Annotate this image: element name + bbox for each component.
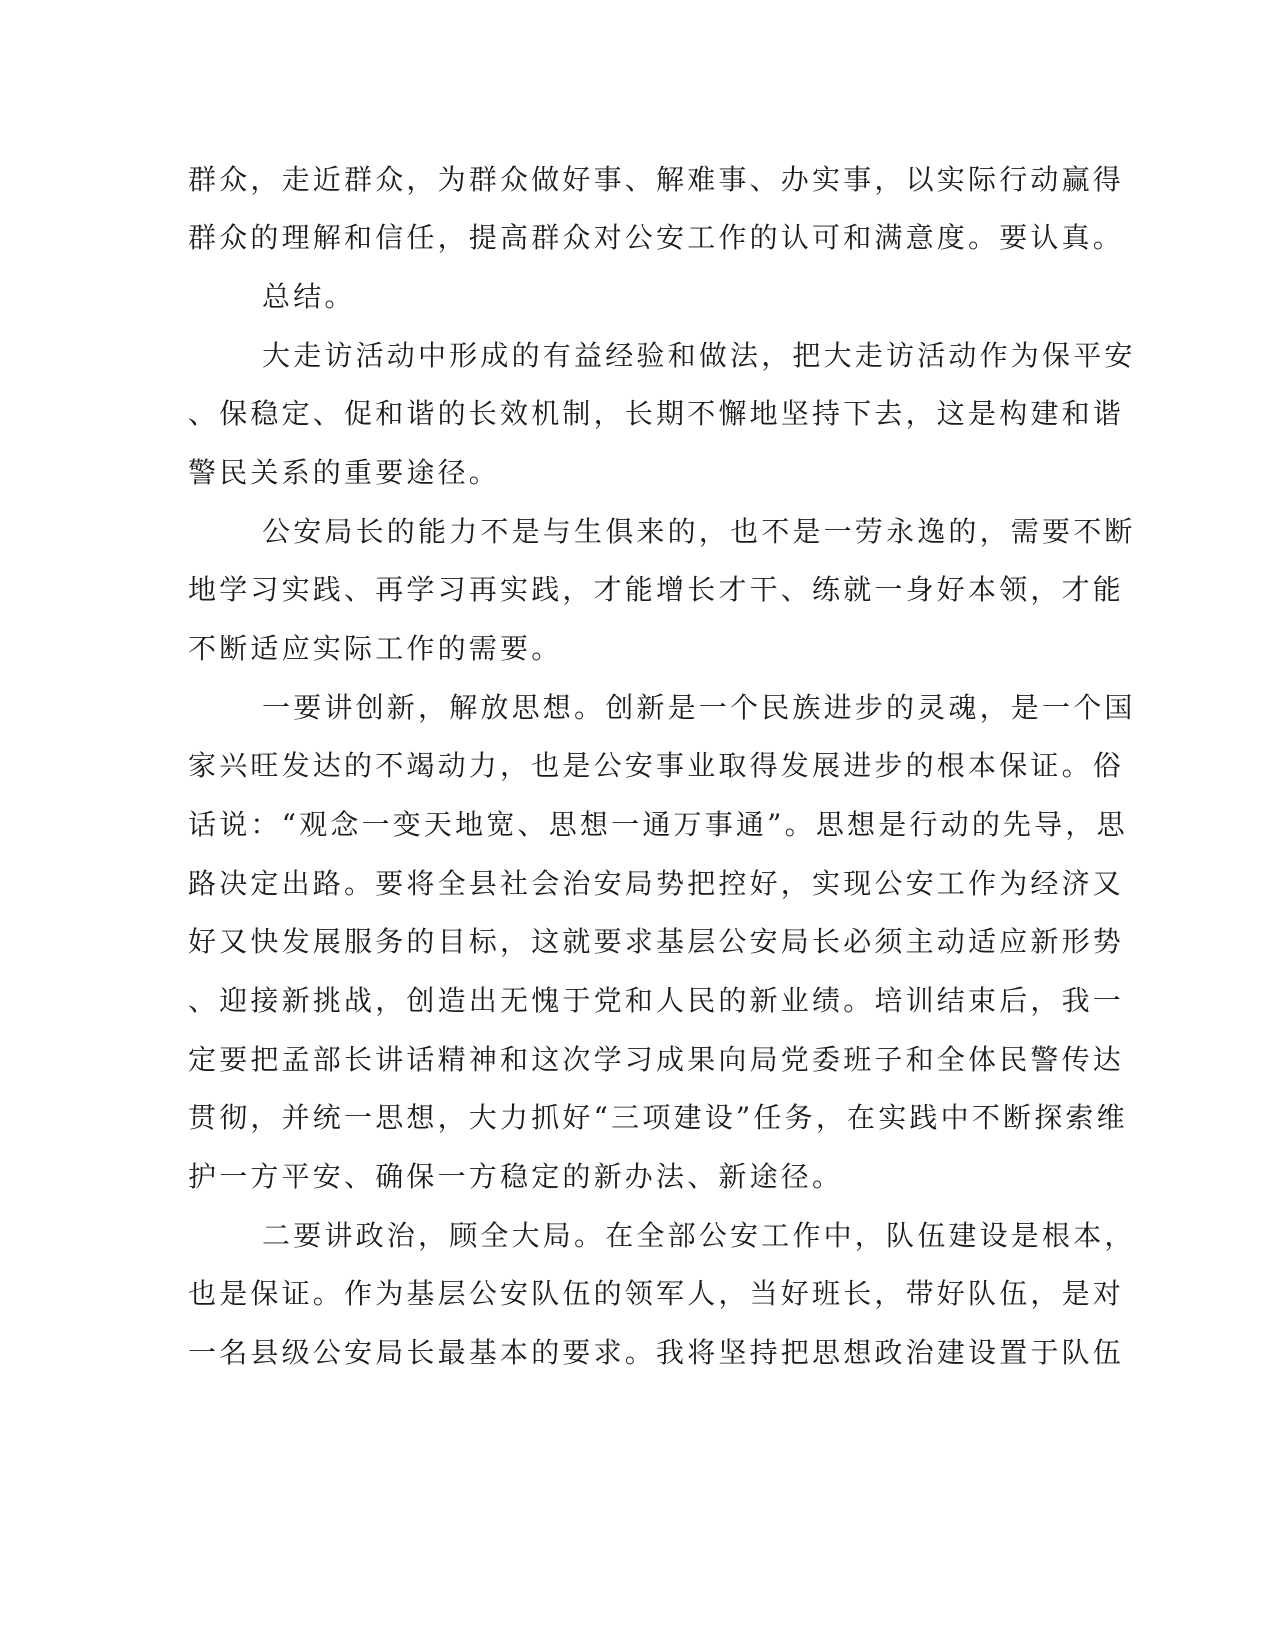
text-line-1: 群众，走近群众，为群众做好事、解难事、办实事，以实际行动赢得 xyxy=(188,163,1125,196)
text-line-3: 总结。 xyxy=(262,280,356,313)
text-line-9: 不断适应实际工作的需要。 xyxy=(188,632,563,665)
text-line-11: 家兴旺发达的不竭动力，也是公安事业取得发展进步的根本保证。俗 xyxy=(188,749,1125,782)
text-line-12: 话说：“观念一变天地宽、思想一通万事通”。思想是行动的先导，思 xyxy=(188,808,1128,841)
text-line-10: 一要讲创新，解放思想。创新是一个民族进步的灵魂，是一个国 xyxy=(262,691,1136,724)
text-line-14: 好又快发展服务的目标，这就要求基层公安局长必须主动适应新形势 xyxy=(188,925,1125,958)
text-line-17: 贯彻，并统一思想，大力抓好“三项建设”任务，在实践中不断探索维 xyxy=(188,1101,1128,1134)
text-line-20: 也是保证。作为基层公安队伍的领军人，当好班长，带好队伍，是对 xyxy=(188,1277,1125,1310)
text-line-8: 地学习实践、再学习再实践，才能增长才干、练就一身好本领，才能 xyxy=(188,573,1125,606)
text-line-2: 群众的理解和信任，提高群众对公安工作的认可和满意度。要认真。 xyxy=(188,221,1125,254)
text-line-6: 警民关系的重要途径。 xyxy=(188,456,501,489)
text-line-13: 路决定出路。要将全县社会治安局势把控好，实现公安工作为经济又 xyxy=(188,867,1125,900)
text-line-19: 二要讲政治，顾全大局。在全部公安工作中，队伍建设是根本， xyxy=(262,1219,1136,1252)
text-line-15: 、迎接新挑战，创造出无愧于党和人民的新业绩。培训结束后，我一 xyxy=(188,984,1125,1017)
text-line-16: 定要把孟部长讲话精神和这次学习成果向局党委班子和全体民警传达 xyxy=(188,1043,1125,1076)
text-line-5: 、保稳定、促和谐的长效机制，长期不懈地坚持下去，这是构建和谐 xyxy=(188,397,1125,430)
text-line-7: 公安局长的能力不是与生俱来的，也不是一劳永逸的，需要不断 xyxy=(262,515,1136,548)
text-line-4: 大走访活动中形成的有益经验和做法，把大走访活动作为保平安 xyxy=(262,339,1136,372)
text-line-21: 一名县级公安局长最基本的要求。我将坚持把思想政治建设置于队伍 xyxy=(188,1336,1125,1369)
text-line-18: 护一方平安、确保一方稳定的新办法、新途径。 xyxy=(188,1160,844,1193)
